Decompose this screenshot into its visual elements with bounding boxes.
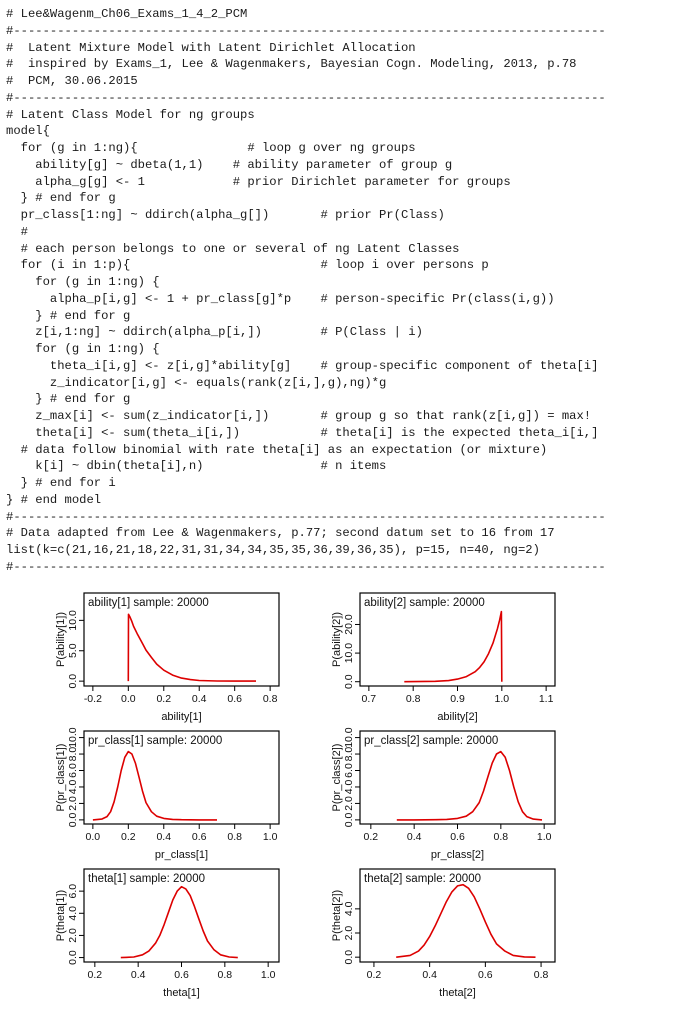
y-tick-label: 8.0 (343, 746, 355, 762)
x-tick-label: 0.6 (227, 693, 242, 705)
y-tick-label: 6.0 (67, 763, 79, 778)
code-line: # (6, 224, 28, 239)
panel-title: pr_class[1] sample: 20000 (88, 735, 223, 747)
y-tick-label: 4.0 (67, 905, 79, 921)
code-line: theta[i] <- sum(theta_i[i,]) # theta[i] is the expected theta_i[i,] (6, 425, 599, 440)
y-tick-label: 4.0 (343, 779, 355, 795)
code-line: z[i,1:ng] ~ ddirch(alpha_p[i,]) # P(Class | i) (6, 325, 423, 340)
panel-title: pr_class[2] sample: 20000 (364, 735, 499, 747)
code-line: #--------------------------------------------------------------------------------- (6, 23, 606, 38)
x-axis-label: theta[1] (163, 987, 200, 999)
y-tick-label: 2.0 (67, 796, 79, 811)
code-line: # Latent Class Model for ng groups (6, 107, 255, 122)
y-tick-label: 0.0 (67, 812, 79, 828)
code-line: list(k=c(21,16,21,18,22,31,31,34,34,35,35,36,39,36,35), p=15, n=40, ng=2) (6, 543, 540, 557)
panel-title: theta[1] sample: 20000 (88, 873, 205, 885)
code-line: for (g in 1:ng){ # loop g over ng groups (6, 141, 416, 155)
code-line: for (g in 1:ng) { (6, 342, 160, 356)
code-line: ability[g] ~ dbeta(1,1) # ability parameter of group g (6, 157, 453, 172)
x-tick-label: 0.9 (450, 693, 465, 705)
y-tick-label: 0.0 (67, 950, 79, 965)
x-tick-label: 0.2 (156, 693, 172, 705)
x-tick-label: 1.1 (538, 693, 554, 705)
x-axis-label: ability[1] (161, 711, 202, 723)
x-tick-label: 0.8 (405, 693, 421, 705)
y-tick-label: 6.0 (67, 883, 79, 899)
y-tick-label: 2.0 (67, 928, 79, 943)
y-tick-label: 10.0 (67, 610, 79, 631)
x-tick-label: 0.2 (366, 969, 382, 981)
density-curve (128, 614, 256, 681)
y-tick-label: 5.0 (67, 643, 79, 659)
x-tick-label: 1.0 (494, 693, 510, 705)
y-tick-label: 10.0 (343, 642, 355, 664)
x-axis-label: pr_class[2] (430, 849, 485, 861)
x-axis-label: theta[2] (439, 987, 476, 999)
code-line: theta_i[i,g] <- z[i,g]*ability[g] # group-specific component of theta[i] (6, 358, 599, 373)
y-tick-label: 4.0 (343, 901, 355, 917)
panel-title: theta[2] sample: 20000 (364, 873, 481, 885)
code-line: model{ (6, 124, 50, 139)
panel-title: ability[2] sample: 20000 (364, 597, 485, 609)
x-axis-label: pr_class[1] (154, 849, 209, 861)
code-line: # data follow binomial with rate theta[i] as an expectation (or mixture) (6, 442, 548, 457)
x-tick-label: -0.2 (83, 693, 102, 705)
x-tick-label: 0.8 (533, 969, 549, 981)
x-tick-label: 0.4 (422, 969, 437, 981)
y-axis-label: P(ability[1]) (55, 611, 67, 668)
x-tick-label: 0.4 (130, 969, 146, 981)
y-tick-label: 0.0 (343, 812, 355, 828)
code-line: #--------------------------------------------------------------------------------- (6, 90, 606, 105)
x-tick-label: 0.8 (227, 831, 242, 843)
code-line: z_max[i] <- sum(z_indicator[i,]) # group g so that rank(z[i,g]) = max! (6, 409, 592, 423)
density-curve (397, 752, 542, 820)
x-tick-label: 0.2 (87, 969, 103, 981)
x-tick-label: 0.8 (262, 693, 278, 705)
panel-title: ability[1] sample: 20000 (88, 597, 209, 609)
y-tick-label: 10.0 (343, 727, 355, 748)
y-tick-label: 2.0 (343, 925, 355, 941)
code-line: alpha_g[g] <- 1 # prior Dirichlet parameter for groups (6, 174, 511, 189)
x-tick-label: 0.2 (363, 831, 379, 843)
x-tick-label: 1.0 (536, 831, 552, 843)
code-line: } # end for g (6, 308, 131, 323)
code-line: # PCM, 30.06.2015 (6, 74, 138, 88)
code-line: } # end for g (6, 191, 116, 206)
code-line: # Latent Mixture Model with Latent Dirichlet Allocation (6, 40, 416, 55)
density-panel (331, 869, 555, 999)
density-curve (396, 885, 535, 958)
x-tick-label: 0.2 (121, 831, 136, 843)
x-tick-label: 0.6 (450, 831, 465, 843)
code-line: k[i] ~ dbin(theta[i],n) # n items (6, 459, 387, 474)
density-panel (55, 727, 279, 861)
x-tick-label: 0.7 (361, 693, 377, 705)
y-axis-label: P(ability[2]) (331, 611, 343, 668)
x-tick-label: 0.0 (85, 831, 101, 843)
density-panel (331, 727, 555, 861)
x-tick-label: 0.6 (191, 831, 207, 843)
y-tick-label: 6.0 (343, 763, 355, 778)
density-panel (55, 869, 279, 999)
x-tick-label: 0.4 (156, 831, 172, 843)
density-panel (331, 593, 555, 723)
density-curve (404, 612, 502, 682)
y-axis-label: P(pr_class[2]) (331, 743, 343, 812)
y-axis-label: P(pr_class[1]) (55, 743, 67, 812)
code-line: pr_class[1:ng] ~ ddirch(alpha_g[]) # prior Pr(Class) (6, 208, 445, 222)
density-panel (55, 593, 279, 723)
density-curve (93, 752, 217, 820)
code-line: # Lee&Wagenm_Ch06_Exams_1_4_2_PCM (6, 7, 248, 21)
x-tick-label: 0.6 (174, 969, 189, 981)
code-line: } # end model (6, 492, 102, 507)
code-line: for (i in 1:p){ # loop i over persons p (6, 258, 489, 273)
y-tick-label: 0.0 (343, 674, 355, 690)
y-tick-label: 10.0 (67, 727, 79, 748)
y-axis-label: P(theta[2]) (331, 889, 343, 942)
code-line: # inspired by Exams_1, Lee & Wagenmakers, Bayesian Cogn. Modeling, 2013, p.78 (6, 57, 577, 72)
x-tick-label: 0.4 (191, 693, 207, 705)
density-curve (121, 887, 238, 958)
code-line: # Data adapted from Lee & Wagenmakers, p.77; second datum set to 16 from 17 (6, 526, 555, 541)
x-tick-label: 0.8 (493, 831, 509, 843)
x-tick-label: 0.6 (478, 969, 493, 981)
code-line: #--------------------------------------------------------------------------------- (6, 509, 606, 524)
x-tick-label: 1.0 (260, 969, 276, 981)
y-tick-label: 20.0 (343, 614, 355, 635)
x-axis-label: ability[2] (437, 711, 478, 723)
code-line: } # end for i (6, 476, 116, 490)
x-tick-label: 0.8 (217, 969, 233, 981)
x-tick-label: 0.0 (121, 693, 136, 705)
code-line: alpha_p[i,g] <- 1 + pr_class[g]*p # person-specific Pr(class(i,g)) (6, 291, 555, 306)
code-line: } # end for g (6, 392, 131, 407)
code-line: for (g in 1:ng) { (6, 275, 160, 289)
x-tick-label: 1.0 (262, 831, 278, 843)
code-line: z_indicator[i,g] <- equals(rank(z[i,],g),ng)*g (6, 375, 387, 390)
y-tick-label: 4.0 (67, 779, 79, 795)
code-line: # each person belongs to one or several of ng Latent Classes (6, 241, 460, 256)
y-tick-label: 0.0 (343, 949, 355, 965)
y-axis-label: P(theta[1]) (55, 889, 67, 942)
y-tick-label: 2.0 (343, 796, 355, 811)
y-tick-label: 0.0 (67, 673, 79, 689)
y-tick-label: 8.0 (67, 746, 79, 762)
x-tick-label: 0.4 (406, 831, 422, 843)
code-line: #--------------------------------------------------------------------------------- (6, 559, 606, 574)
